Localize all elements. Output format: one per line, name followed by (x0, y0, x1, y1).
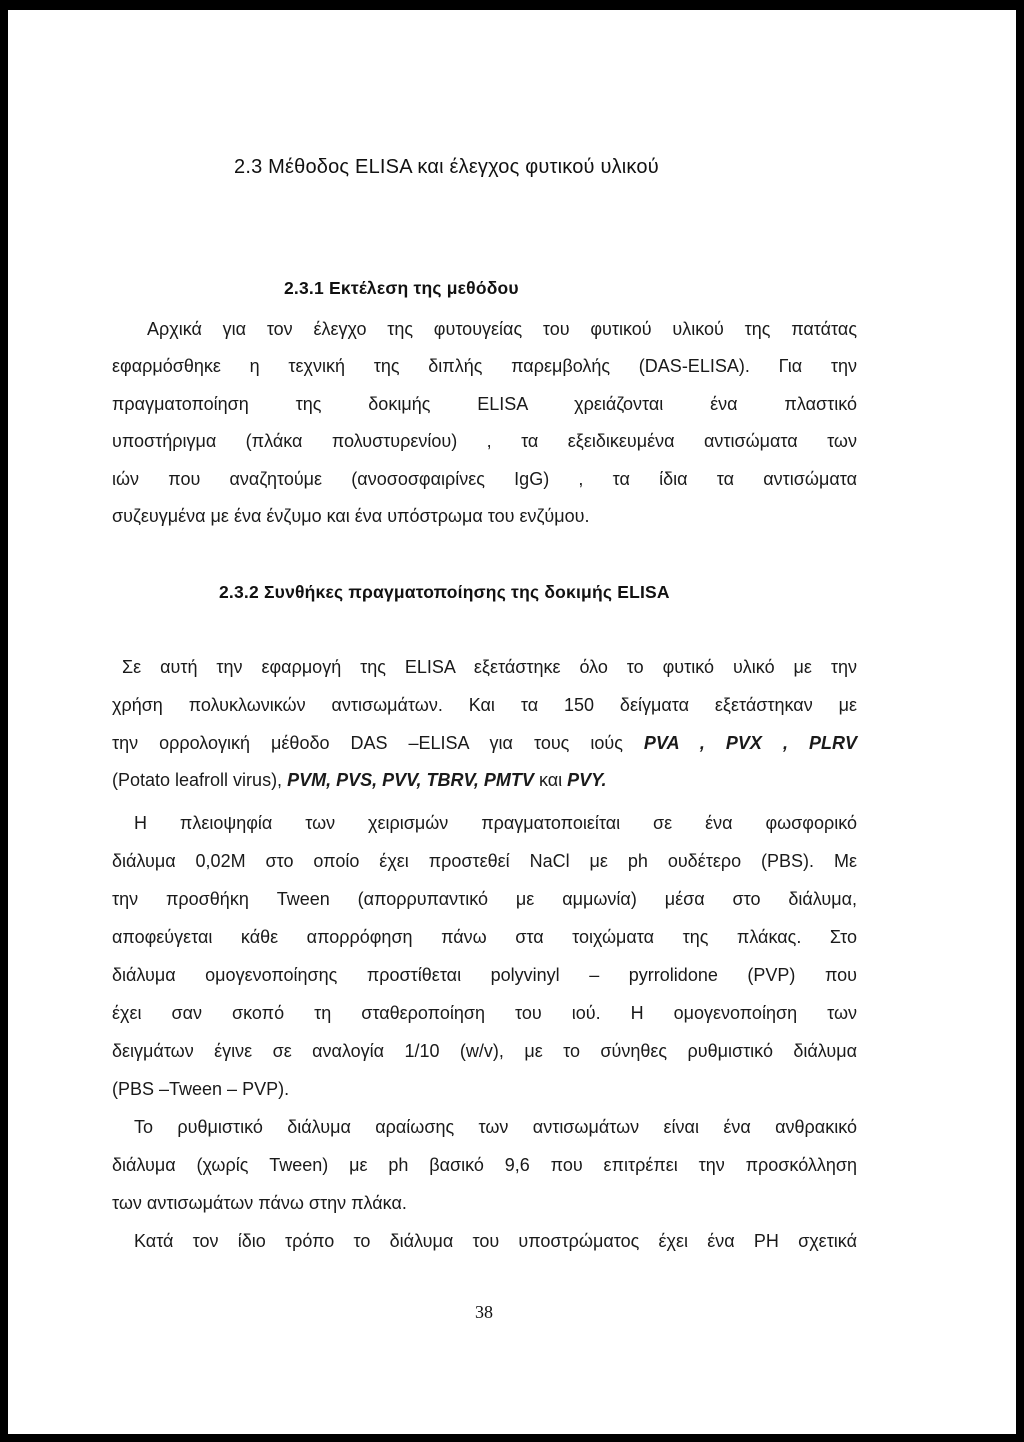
paragraph-3-line-3: την προσθήκη Tween (απορρυπαντικό με αμμωνία) μέσα στο διάλυμα, (112, 889, 857, 909)
paragraph-1-line-6: συζευγμένα με ένα ένζυμο και ένα υπόστρωμα του ενζύμου. (112, 506, 590, 526)
paragraph-3-line-7: δειγμάτων έγινε σε αναλογία 1/10 (w/v), με το σύνηθες ρυθμιστικό διάλυμα (112, 1041, 857, 1061)
paragraph-2-line-2: χρήση πολυκλωνικών αντισωμάτων. Και τα 150 δείγματα εξετάστηκαν με (112, 695, 857, 715)
paragraph-2-line-3 (112, 732, 857, 754)
paragraph-4-line-3: των αντισωμάτων πάνω στην πλάκα. (112, 1193, 407, 1213)
paragraph-2-line-1: Σε αυτή την εφαρμογή της ELISA εξετάστηκε όλο το φυτικό υλικό με την (122, 657, 857, 677)
paragraph-3-line-6: έχει σαν σκοπό τη σταθεροποίηση του ιού. Η ομογενοποίηση των (112, 1003, 857, 1023)
subsection-2-heading: 2.3.2 Συνθήκες πραγματοποίησης της δοκιμής ELISA (219, 582, 670, 602)
paragraph-4-line-1: Το ρυθμιστικό διάλυμα αραίωσης των αντισωμάτων είναι ένα ανθρακικό (134, 1117, 857, 1137)
virus-pmtv: PMTV (483, 770, 534, 790)
virus-pvx: PVX (725, 733, 762, 753)
page-number: 38 (475, 1302, 493, 1322)
paragraph-3-line-5: διάλυμα ομογενοποίησης προστίθεται polyvinyl – pyrrolidone (PVP) που (112, 965, 857, 985)
paragraph-3-line-1: Η πλειοψηφία των χειρισμών πραγματοποιείται σε ένα φωσφορικό (134, 813, 857, 833)
paragraph-1-line-3: πραγματοποίηση της δοκιμής ELISA χρειάζονται ένα πλαστικό (112, 394, 857, 414)
paragraph-2-line-3-text: την ορρολογική μέθοδο DAS –ELISA για τους ιούς (112, 733, 623, 753)
virus-pvy: PVY. (567, 770, 607, 790)
virus-plrv: PLRV (808, 733, 857, 753)
paragraph-5-line-1: Κατά τον ίδιο τρόπο το διάλυμα του υποστρώματος έχει ένα PH σχετικά (134, 1231, 857, 1251)
virus-separator-2: , (761, 733, 809, 753)
virus-pvs: PVS (336, 770, 373, 790)
virus-pvv: PVV (382, 770, 417, 790)
virus-separator-1: , (678, 733, 726, 753)
paragraph-1-line-2: εφαρμόσθηκε η τεχνική της διπλής παρεμβολής (DAS-ELISA). Για την (112, 356, 857, 376)
paragraph-2-line-4: (Potato leafroll virus), PVM, PVS, PVV, TBRV, PMTV και PVY. (112, 770, 607, 790)
subsection-1-heading: 2.3.1 Εκτέλεση της μεθόδου (284, 278, 519, 298)
paragraph-1-line-4: υποστήριγμα (πλάκα πολυστυρενίου) , τα εξειδικευμένα αντισώματα των (112, 431, 857, 451)
virus-pva: PVA (643, 733, 679, 753)
paragraph-4-line-2: διάλυμα (χωρίς Tween) με ph βασικό 9,6 που επιτρέπει την προσκόλληση (112, 1155, 857, 1175)
section-heading: 2.3 Μέθοδος ELISA και έλεγχος φυτικού υλικού (234, 156, 659, 178)
paragraph-3-line-8: (PBS –Tween – PVP). (112, 1079, 290, 1099)
paragraph-1-line-5: ιών που αναζητούμε (ανοσοσφαιρίνες IgG) , τα ίδια τα αντισώματα (112, 469, 857, 489)
paragraph-1-line-1: Αρχικά για τον έλεγχο της φυτουγείας του φυτικού υλικού της πατάτας (147, 319, 857, 339)
paragraph-3-line-2: διάλυμα 0,02Μ στο οποίο έχει προστεθεί NaCl με ph ουδέτερο (PBS). Με (112, 851, 857, 871)
paragraph-2-line-4-text: (Potato leafroll virus), (112, 770, 283, 790)
virus-tbrv: TBRV (426, 770, 474, 790)
document-page (8, 10, 1016, 1434)
paragraph-3-line-4: αποφεύγεται κάθε απορρόφηση πάνω στα τοιχώματα της πλάκας. Στο (112, 927, 857, 947)
conjunction-kai: και (538, 770, 563, 790)
virus-pvm: PVM (287, 770, 327, 790)
